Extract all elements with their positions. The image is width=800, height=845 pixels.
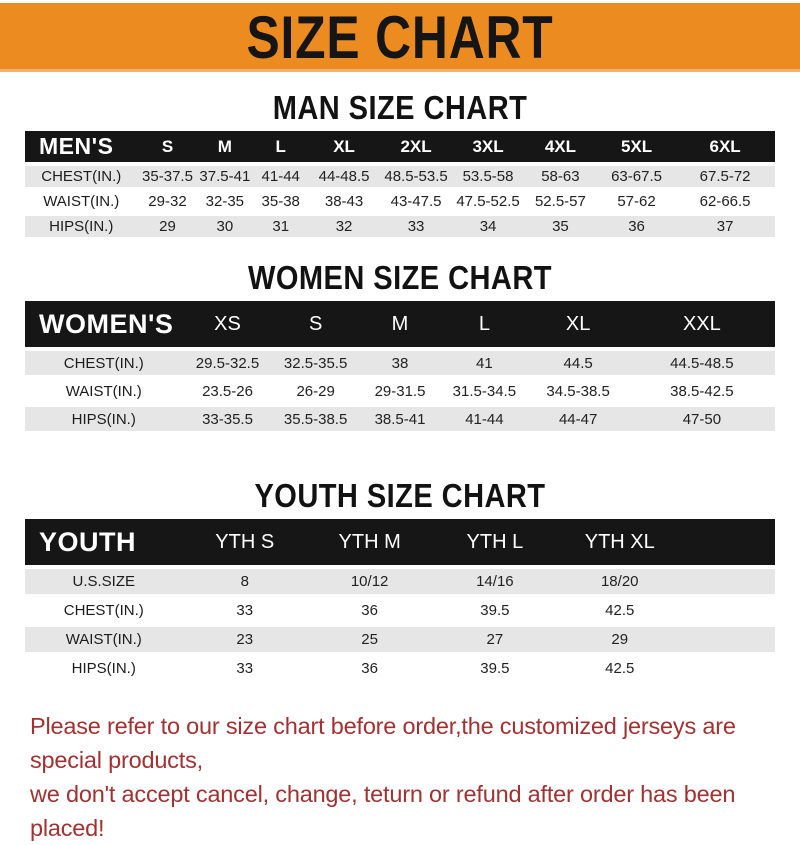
size-cell: 44.5-48.5 — [629, 351, 775, 375]
size-cell: 36 — [307, 598, 432, 623]
youth-col-header: YTH XL — [558, 519, 683, 565]
size-cell: 44-47 — [528, 407, 629, 431]
banner-title: SIZE CHART — [246, 3, 554, 71]
size-cell: 41 — [441, 351, 527, 375]
size-cell: 39.5 — [432, 598, 557, 623]
size-cell: 52.5-57 — [523, 191, 598, 212]
man-size-chart-heading: MAN SIZE CHART — [272, 89, 528, 126]
men-chest-row — [25, 166, 775, 187]
men-col-header: 4XL — [523, 131, 598, 162]
row-label: HIPS(IN.) — [25, 407, 183, 431]
size-cell: 32-35 — [197, 191, 252, 212]
note-line-1: Please refer to our size chart before order,the customized jerseys are special products, — [30, 713, 736, 773]
youth-col-header: YTH S — [183, 519, 308, 565]
size-cell: 30 — [197, 216, 252, 237]
row-label: WAIST(IN.) — [25, 627, 183, 652]
row-label: HIPS(IN.) — [25, 216, 138, 237]
youth-size-table — [25, 515, 775, 685]
size-cell: 38-43 — [309, 191, 379, 212]
size-cell: 63-67.5 — [598, 166, 675, 187]
size-cell: 27 — [432, 627, 557, 652]
size-cell: 58-63 — [523, 166, 598, 187]
row-label: HIPS(IN.) — [25, 656, 183, 681]
youth-col-header: YTH M — [307, 519, 432, 565]
youth-chest-row — [25, 598, 775, 623]
size-cell: 38.5-41 — [359, 407, 442, 431]
size-chart-banner — [0, 3, 800, 72]
youth-waist-row — [25, 627, 775, 652]
size-cell: 38 — [359, 351, 442, 375]
size-cell-filler — [682, 627, 775, 652]
women-col-header: M — [359, 301, 442, 347]
women-waist-row — [25, 379, 775, 403]
size-cell: 14/16 — [432, 569, 557, 594]
youth-hips-row — [25, 656, 775, 681]
size-cell: 37 — [675, 216, 775, 237]
size-cell: 33 — [183, 656, 308, 681]
size-cell: 29-31.5 — [359, 379, 442, 403]
women-size-chart-heading: WOMEN SIZE CHART — [248, 259, 552, 296]
size-cell: 57-62 — [598, 191, 675, 212]
size-cell: 39.5 — [432, 656, 557, 681]
women-col-header: S — [273, 301, 359, 347]
size-cell: 29 — [558, 627, 683, 652]
size-cell: 33 — [183, 598, 308, 623]
size-cell: 29-32 — [138, 191, 198, 212]
women-hips-row — [25, 407, 775, 431]
size-cell: 47-50 — [629, 407, 775, 431]
size-cell: 47.5-52.5 — [453, 191, 523, 212]
size-cell: 62-66.5 — [675, 191, 775, 212]
size-cell: 35-38 — [252, 191, 309, 212]
size-cell: 31.5-34.5 — [441, 379, 527, 403]
size-cell: 35-37.5 — [138, 166, 198, 187]
size-cell: 41-44 — [441, 407, 527, 431]
size-cell: 23.5-26 — [183, 379, 273, 403]
row-label: WAIST(IN.) — [25, 191, 138, 212]
size-cell: 29.5-32.5 — [183, 351, 273, 375]
row-label: CHEST(IN.) — [25, 598, 183, 623]
men-col-header: XL — [309, 131, 379, 162]
size-cell: 34 — [453, 216, 523, 237]
women-table-label: WOMEN'S — [25, 301, 183, 347]
size-cell: 8 — [183, 569, 308, 594]
size-cell: 44-48.5 — [309, 166, 379, 187]
size-cell: 32 — [309, 216, 379, 237]
size-cell: 34.5-38.5 — [528, 379, 629, 403]
size-cell: 53.5-58 — [453, 166, 523, 187]
size-cell: 32.5-35.5 — [273, 351, 359, 375]
men-col-header: S — [138, 131, 198, 162]
row-label: WAIST(IN.) — [25, 379, 183, 403]
size-cell: 44.5 — [528, 351, 629, 375]
men-col-header: 6XL — [675, 131, 775, 162]
size-cell-filler — [682, 656, 775, 681]
men-col-header: 2XL — [379, 131, 453, 162]
size-cell: 18/20 — [558, 569, 683, 594]
men-col-header: M — [197, 131, 252, 162]
size-cell: 33-35.5 — [183, 407, 273, 431]
size-cell: 41-44 — [252, 166, 309, 187]
men-col-header: 5XL — [598, 131, 675, 162]
size-cell: 38.5-42.5 — [629, 379, 775, 403]
row-label: CHEST(IN.) — [25, 166, 138, 187]
youth-header-row — [25, 519, 775, 565]
youth-col-header: YTH L — [432, 519, 557, 565]
men-size-table — [25, 127, 775, 241]
women-chest-row — [25, 351, 775, 375]
size-cell: 36 — [307, 656, 432, 681]
women-col-header: XS — [183, 301, 273, 347]
men-hips-row — [25, 216, 775, 237]
row-label: U.S.SIZE — [25, 569, 183, 594]
size-cell: 37.5-41 — [199, 168, 251, 185]
size-cell: 26-29 — [273, 379, 359, 403]
size-cell: 42.5 — [558, 598, 683, 623]
men-waist-row — [25, 191, 775, 212]
size-cell: 23 — [183, 627, 308, 652]
size-cell: 43-47.5 — [379, 191, 453, 212]
order-policy-note — [30, 709, 800, 845]
size-cell: 67.5-72 — [675, 166, 775, 187]
women-size-table — [25, 297, 775, 435]
size-cell-filler — [682, 569, 775, 594]
youth-ussize-row — [25, 569, 775, 594]
note-line-2: we don't accept cancel, change, teturn or refund after order has been placed! — [30, 781, 736, 841]
size-cell: 35 — [523, 216, 598, 237]
women-header-row — [25, 301, 775, 347]
row-label: CHEST(IN.) — [25, 351, 183, 375]
size-cell: 31 — [252, 216, 309, 237]
men-col-header: 3XL — [453, 131, 523, 162]
youth-table-label: YOUTH — [25, 519, 183, 565]
size-cell: 36 — [598, 216, 675, 237]
youth-size-chart-heading: YOUTH SIZE CHART — [254, 477, 546, 514]
size-cell: 29 — [138, 216, 198, 237]
size-cell-filler — [682, 598, 775, 623]
women-col-header: XXL — [629, 301, 775, 347]
women-col-header: L — [441, 301, 527, 347]
size-cell: 25 — [307, 627, 432, 652]
size-cell: 35.5-38.5 — [273, 407, 359, 431]
size-cell: 33 — [379, 216, 453, 237]
men-header-row — [25, 131, 775, 162]
size-cell: 48.5-53.5 — [379, 166, 453, 187]
women-col-header: XL — [528, 301, 629, 347]
size-cell: 10/12 — [307, 569, 432, 594]
size-cell: 42.5 — [558, 656, 683, 681]
men-table-label: MEN'S — [25, 131, 138, 162]
men-col-header: L — [252, 131, 309, 162]
youth-header-filler — [682, 519, 775, 565]
